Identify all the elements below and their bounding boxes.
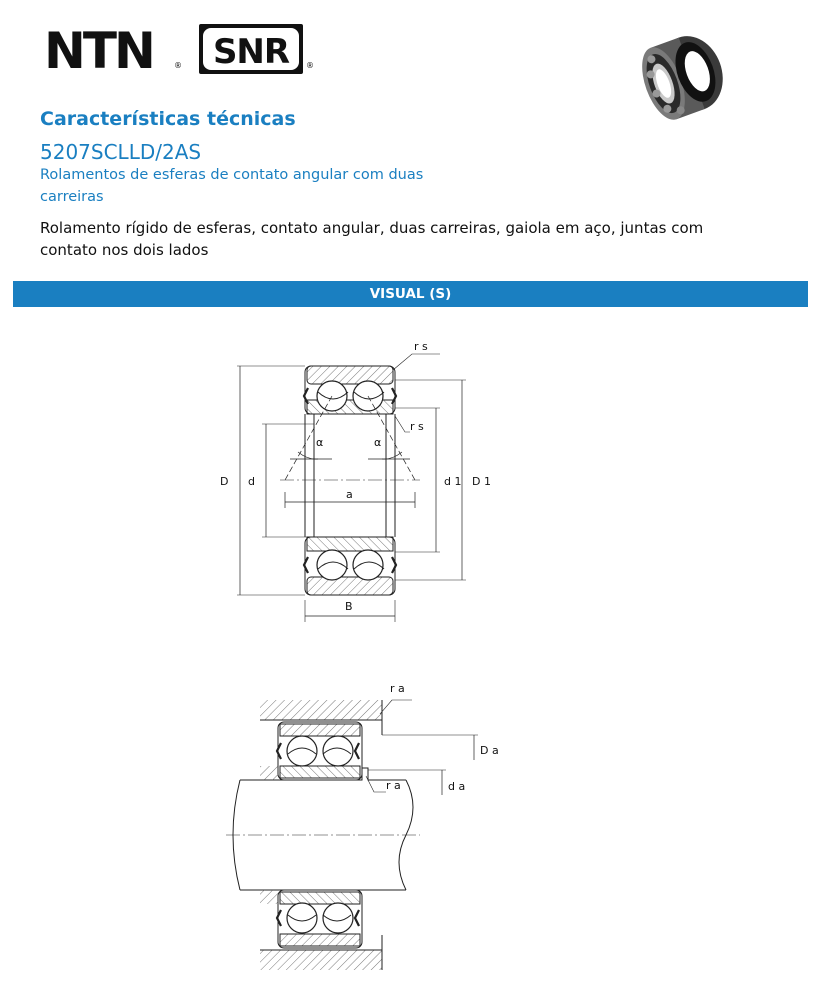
ntn-logo-text: NTN [44,24,153,74]
product-description: Rolamento rígido de esferas, contato angular, duas carreiras, gaiola em aço, juntas com contato nos dois lados [40,219,704,259]
label-B: B [345,600,353,613]
label-ra-top: r a [390,682,405,695]
label-Da: D a [480,744,499,757]
product-type: Rolamentos de esferas de contato angular com duas carreiras [40,167,424,205]
label-da: d a [448,780,466,793]
section-label: Características técnicas [40,108,296,130]
mounting-drawing [226,700,478,970]
snr-registered-mark: ® [306,61,314,70]
label-alpha-right: α [374,436,382,449]
label-ra-shaft: r a [386,779,401,792]
ntn-registered-mark: ® [174,61,182,70]
label-d1: d 1 [444,475,462,488]
label-alpha-left: α [316,436,324,449]
visual-section-bar: VISUAL (S) [13,281,808,307]
product-code: 5207SCLLD/2AS [40,140,202,164]
label-a: a [346,488,353,501]
mounting-labels [386,682,499,793]
snr-logo-text: SNR [212,32,290,72]
label-rs-side: r s [410,420,424,433]
label-D1: D 1 [472,475,491,488]
label-D: D [220,475,229,488]
label-d: d [248,475,255,488]
label-rs-top: r s [414,340,428,353]
